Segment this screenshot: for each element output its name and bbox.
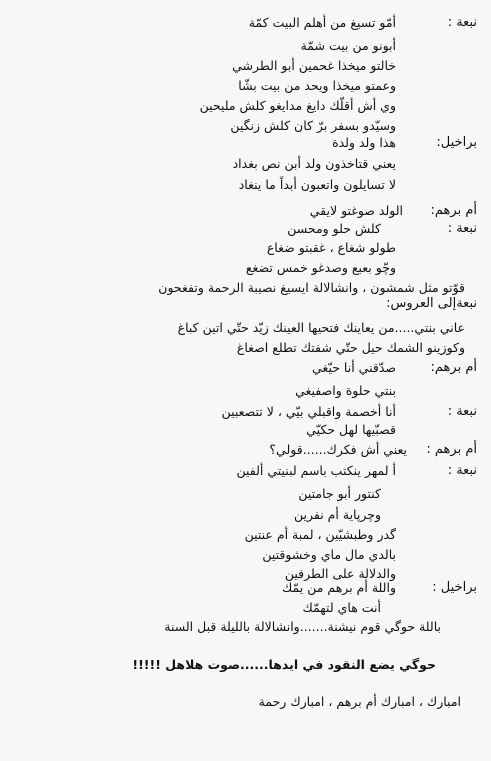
speaker-label: نبعة : bbox=[447, 404, 477, 419]
dialogue-line: لا تسايلون واتعبون أبداً ما ينغاد bbox=[238, 177, 396, 192]
dialogue-line: وعمتو ميخذا ويحد من بيت بشّا bbox=[238, 78, 396, 93]
speaker-label: نبعة : bbox=[447, 221, 477, 236]
dialogue-line: قصبّيها لهل حكيّي bbox=[306, 422, 396, 437]
dialogue-line: أنت هاي لتهمّك bbox=[302, 600, 381, 615]
dialogue-line: كلش حلو ومحسن bbox=[287, 221, 381, 236]
dialogue-line: بنتي حلوة واصفيغي bbox=[295, 383, 396, 398]
speaker-label: أم برهم: bbox=[430, 203, 477, 218]
speaker-label: أم برهم : bbox=[426, 442, 477, 457]
speaker-label: أم برهم: bbox=[430, 360, 477, 375]
speaker-label: نبعةإلى العروس: bbox=[386, 296, 477, 311]
speaker-label: براخيل: bbox=[436, 135, 477, 150]
dialogue-line: أنا أخصمة واقبلي بيّي ، لا تتصعبين bbox=[221, 404, 396, 419]
dialogue-line: يعني أش فكرك......قولي؟ bbox=[269, 442, 407, 457]
dialogue-line: بالدي مال ماي وخشوقتين bbox=[262, 547, 396, 562]
speaker-label: نبعة : bbox=[447, 15, 477, 30]
dialogue-line: خالتو ميخذا غحمين أبو الطرشي bbox=[232, 58, 396, 73]
dialogue-line: أ لمهر ينكتب باسم لبنيتي ألفين bbox=[236, 463, 396, 478]
dialogue-line: وسيّدو بسفر برّ كان كلش زنگين bbox=[230, 118, 396, 133]
dialogue-line: الولد صوغتو لايقي bbox=[309, 203, 403, 218]
dialogue-line: عاني بنتي.....من يعاينك فتحيها العينك زيّد حتّي اتين كباغ bbox=[177, 320, 465, 335]
dialogue-line: گدر وطبشيّين ، لمبة أم عنتين bbox=[244, 527, 396, 542]
dialogue-line: والدلالة على الطرفين bbox=[284, 566, 396, 581]
dialogue-line: أمّو تسيغ من أهلم البيت كمّة bbox=[248, 15, 396, 30]
dialogue-line: طولو شغاع ، غقبتو ضغاع bbox=[266, 240, 396, 255]
stage-direction: حوگي يضع النقود في ايدها......صوت هلاهل !!!!! bbox=[132, 657, 436, 672]
dialogue-line: هذا ولد ولدة bbox=[332, 135, 396, 150]
dialogue-line: واللة أم برهم من يمّك bbox=[281, 580, 396, 595]
speaker-label: نبعة : bbox=[447, 463, 477, 478]
dialogue-line: كنتور أبو جامتين bbox=[298, 486, 381, 501]
dialogue-line: وچرپاية أم نفرين bbox=[294, 507, 381, 522]
dialogue-line: وكوزينو الشمك حيل حتّي شفتك تطلع اصغاغ bbox=[236, 340, 465, 355]
dialogue-line: وچّو بعبع وصدغو خمس تضغع bbox=[245, 260, 396, 275]
closing-line: امبارك ، امبارك أم برهم ، امبارك رحمة bbox=[258, 694, 461, 709]
dialogue-line: باللة حوگي قوم نيشنة.......وانشالالة بالليلة قبل السنة bbox=[164, 619, 441, 634]
dialogue-line: يعني قتاخذون ولد أبن نص بغداد bbox=[232, 156, 396, 171]
dialogue-line: قوّتو مثل شمشون ، وانشالالة ايسيغ نصيبة الرحمة وتفغحون bbox=[158, 280, 465, 295]
speaker-label: براخيل : bbox=[432, 580, 477, 595]
dialogue-line: وي أش أقلّك دايغ مدايغو كلش مليحين bbox=[199, 98, 396, 113]
dialogue-line: صدّقني أنا حيّغي bbox=[312, 360, 396, 375]
dialogue-line: أبونو من بيت شمّة bbox=[300, 38, 396, 53]
